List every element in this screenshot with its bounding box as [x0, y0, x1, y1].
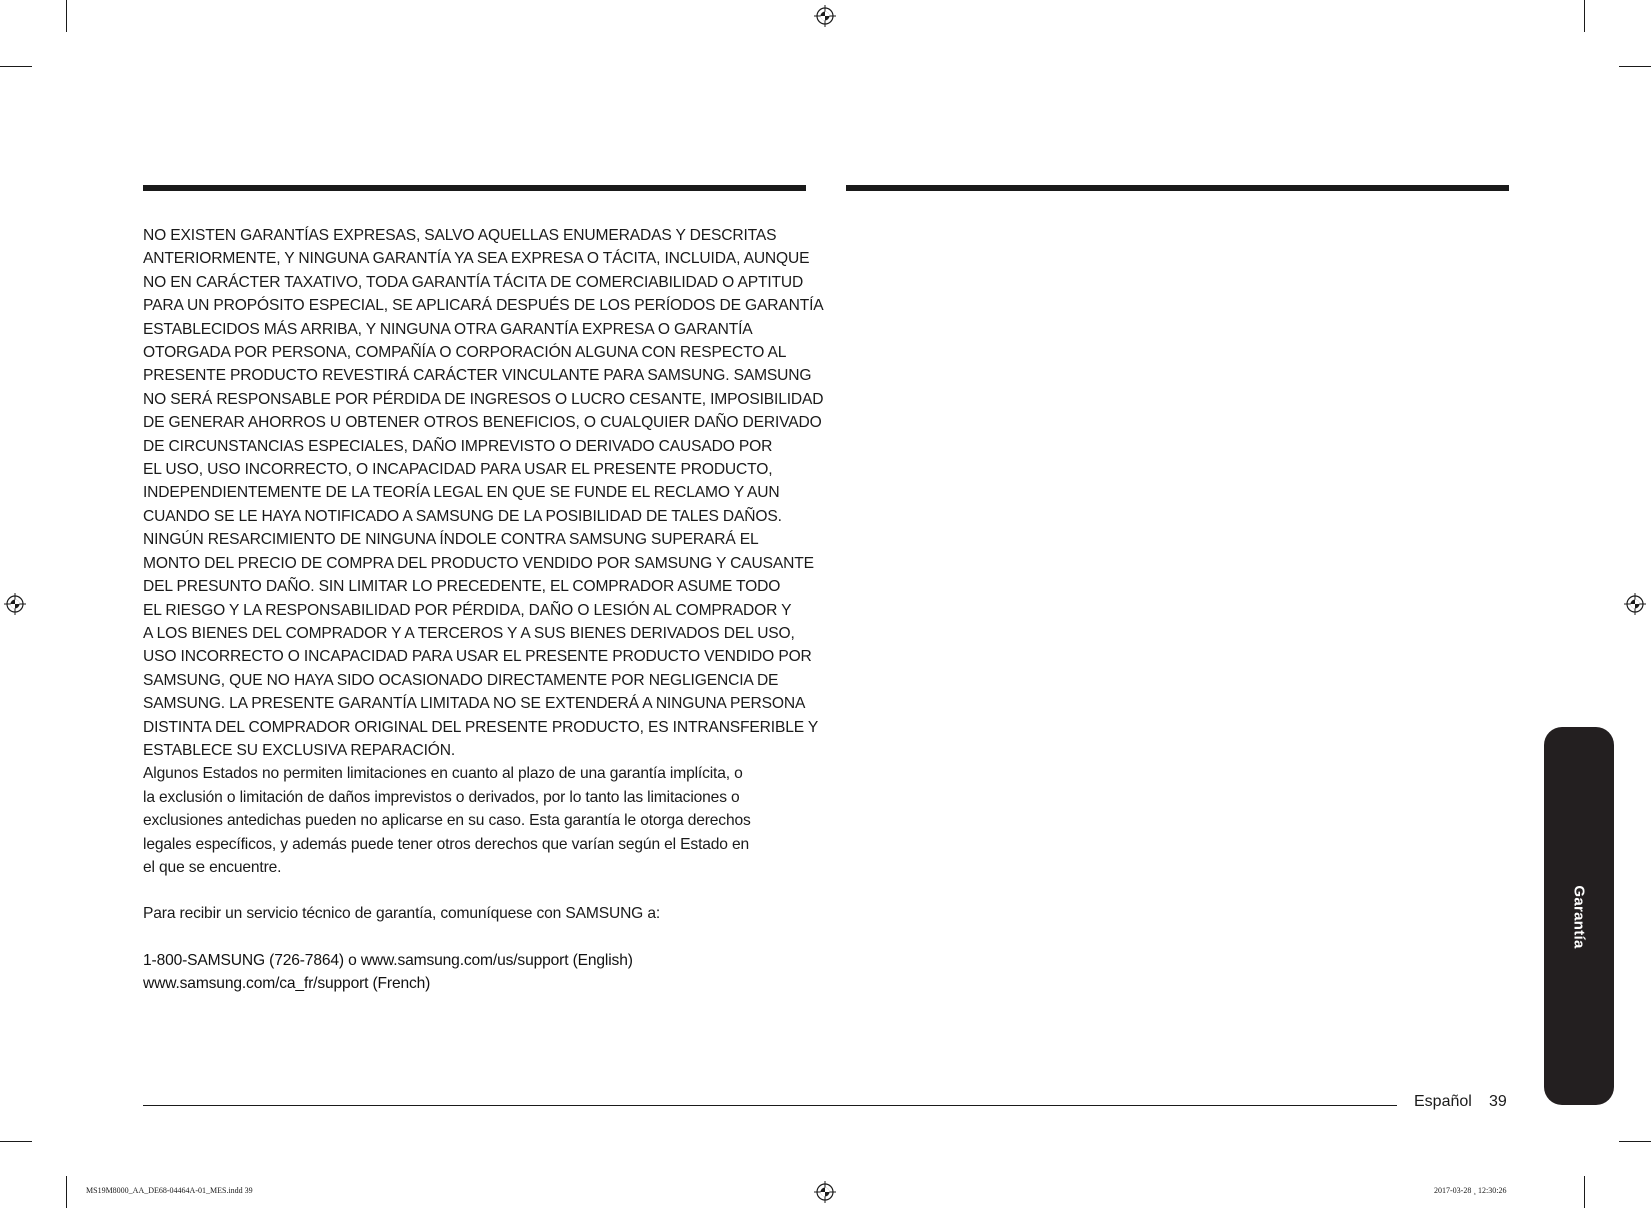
disclaimer-line: USO INCORRECTO O INCAPACIDAD PARA USAR EL PRESENTE PRODUCTO VENDIDO POR [143, 648, 812, 666]
left-column-rule [143, 185, 806, 191]
registration-mark-bottom-icon [814, 1181, 836, 1203]
contact-canada-link[interactable]: www.samsung.com/ca_fr/support (French) [143, 975, 431, 993]
disclaimer-line: NO EN CARÁCTER TAXATIVO, TODA GARANTÍA TÁCITA DE COMERCIABILIDAD O APTITUD [143, 273, 804, 291]
disclaimer-line: NO SERÁ RESPONSABLE POR PÉRDIDA DE INGRESOS O LUCRO CESANTE, IMPOSIBILIDAD [143, 390, 824, 408]
disclaimer-line: A LOS BIENES DEL COMPRADOR Y A TERCEROS Y A SUS BIENES DERIVADOS DEL USO, [143, 624, 795, 642]
state-rights-paragraph [143, 762, 813, 879]
contact-info [143, 949, 813, 996]
service-intro: Para recibir un servicio técnico de garantía, comuníquese con SAMSUNG a: [143, 905, 661, 923]
warranty-text-column [143, 224, 824, 996]
crop-mark-top-left-vertical [66, 0, 67, 32]
contact-phone-us-link[interactable]: 1-800-SAMSUNG (726-7864) o www.samsung.com/us/support (English) [143, 951, 633, 969]
disclaimer-line: MONTO DEL PRECIO DE COMPRA DEL PRODUCTO VENDIDO POR SAMSUNG Y CAUSANTE [143, 554, 814, 572]
disclaimer-paragraph [143, 224, 824, 762]
state-rights-line: legales específicos, y además puede tener otros derechos que varían según el Estado en [143, 835, 750, 853]
crop-mark-bottom-right-vertical [1584, 1176, 1585, 1208]
disclaimer-line: NINGÚN RESARCIMIENTO DE NINGUNA ÍNDOLE CONTRA SAMSUNG SUPERARÁ EL [143, 531, 759, 549]
crop-mark-top-left-horizontal [0, 66, 32, 67]
disclaimer-line: PARA UN PROPÓSITO ESPECIAL, SE APLICARÁ DESPUÉS DE LOS PERÍODOS DE GARANTÍA [143, 297, 824, 315]
crop-mark-top-right-horizontal [1619, 66, 1651, 67]
crop-mark-bottom-right-horizontal [1619, 1141, 1651, 1142]
disclaimer-line: ANTERIORMENTE, Y NINGUNA GARANTÍA YA SEA EXPRESA O TÁCITA, INCLUIDA, AUNQUE [143, 250, 810, 268]
footer-rule [143, 1105, 1397, 1106]
disclaimer-line: CUANDO SE LE HAYA NOTIFICADO A SAMSUNG DE LA POSIBILIDAD DE TALES DAÑOS. [143, 507, 782, 525]
disclaimer-line: EL USO, USO INCORRECTO, O INCAPACIDAD PARA USAR EL PRESENTE PRODUCTO, [143, 461, 773, 479]
disclaimer-line: INDEPENDIENTEMENTE DE LA TEORÍA LEGAL EN QUE SE FUNDE EL RECLAMO Y AUN [143, 484, 780, 502]
disclaimer-line: DISTINTA DEL COMPRADOR ORIGINAL DEL PRESENTE PRODUCTO, ES INTRANSFERIBLE Y [143, 718, 819, 736]
section-tab [1544, 727, 1614, 1105]
disclaimer-line: NO EXISTEN GARANTÍAS EXPRESAS, SALVO AQUELLAS ENUMERADAS Y DESCRITAS [143, 227, 777, 244]
state-rights-line: la exclusión o limitación de daños imprevistos o derivados, por lo tanto las limitaciones o [143, 788, 740, 806]
print-slug-timestamp: 2017-03-28 ¸ 12:30:26 [1434, 1186, 1507, 1195]
disclaimer-line: PRESENTE PRODUCTO REVESTIRÁ CARÁCTER VINCULANTE PARA SAMSUNG. SAMSUNG [143, 367, 812, 385]
state-rights-line: exclusiones antedichas pueden no aplicarse en su caso. Esta garantía le otorga derechos [143, 812, 751, 830]
print-slug-file: MS19M8000_AA_DE68-04464A-01_MES.indd 39 [86, 1186, 253, 1195]
disclaimer-line: ESTABLECE SU EXCLUSIVA REPARACIÓN. [143, 741, 456, 759]
disclaimer-line: OTORGADA POR PERSONA, COMPAÑÍA O CORPORACIÓN ALGUNA CON RESPECTO AL [143, 344, 787, 362]
disclaimer-line: DEL PRESUNTO DAÑO. SIN LIMITAR LO PRECEDENTE, EL COMPRADOR ASUME TODO [143, 578, 781, 596]
state-rights-line: Algunos Estados no permiten limitaciones en cuanto al plazo de una garantía implícita, o [143, 765, 743, 783]
right-column-rule [846, 185, 1509, 191]
crop-mark-top-right-vertical [1584, 0, 1585, 32]
disclaimer-line: DE CIRCUNSTANCIAS ESPECIALES, DAÑO IMPREVISTO O DERIVADO CAUSADO POR [143, 437, 773, 455]
disclaimer-line: SAMSUNG. LA PRESENTE GARANTÍA LIMITADA NO SE EXTENDERÁ A NINGUNA PERSONA [143, 695, 806, 713]
section-tab-label: Garantía [1570, 885, 1588, 949]
disclaimer-line: DE GENERAR AHORROS U OBTENER OTROS BENEFICIOS, O CUALQUIER DAÑO DERIVADO [143, 414, 822, 432]
disclaimer-line: ESTABLECIDOS MÁS ARRIBA, Y NINGUNA OTRA GARANTÍA EXPRESA O GARANTÍA [143, 320, 753, 338]
page-number: 39 [1489, 1093, 1507, 1110]
registration-mark-right-icon [1624, 593, 1646, 615]
disclaimer-line: SAMSUNG, QUE NO HAYA SIDO OCASIONADO DIRECTAMENTE POR NEGLIGENCIA DE [143, 671, 779, 689]
registration-mark-left-icon [4, 593, 26, 615]
crop-mark-bottom-left-horizontal [0, 1141, 32, 1142]
disclaimer-line: EL RIESGO Y LA RESPONSABILIDAD POR PÉRDIDA, DAÑO O LESIÓN AL COMPRADOR Y [143, 601, 792, 619]
state-rights-line: el que se encuentre. [143, 858, 282, 876]
registration-mark-top-icon [814, 5, 836, 27]
footer-language: Español [1414, 1093, 1472, 1110]
crop-mark-bottom-left-vertical [66, 1176, 67, 1208]
